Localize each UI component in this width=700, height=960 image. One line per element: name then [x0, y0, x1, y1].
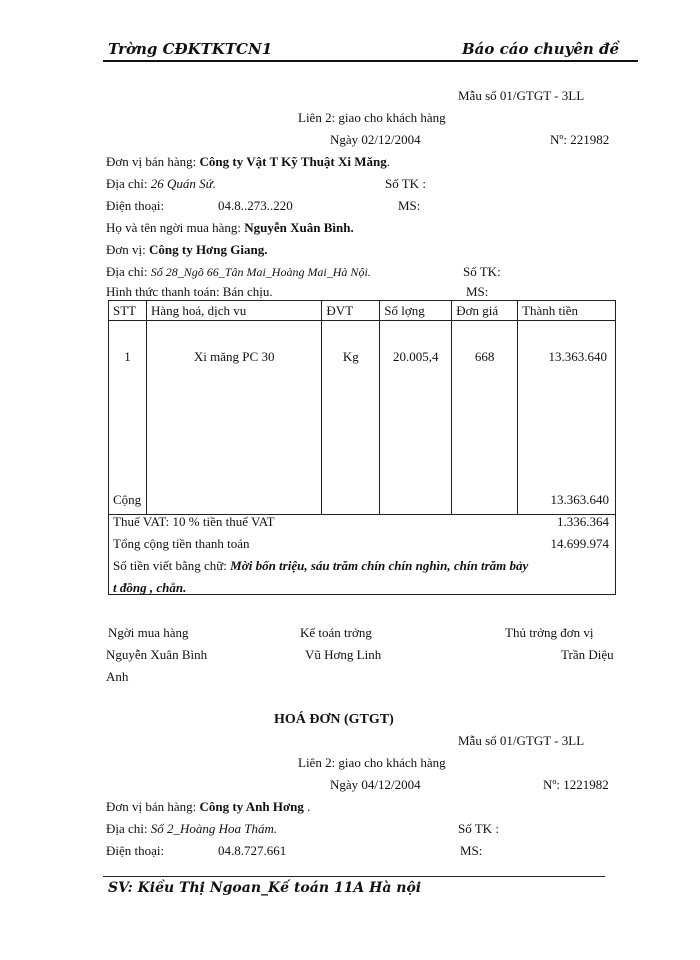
invoice2-address-label: Địa chỉ:	[106, 821, 148, 836]
copy-label: Liên 2: giao cho khách hàng	[298, 110, 446, 125]
subtotal-value: 13.363.640	[550, 492, 609, 507]
invoice2-phone-value: 04.8.727.661	[218, 843, 287, 858]
address-label: Địa chỉ:	[106, 176, 148, 191]
invoice2-number: Nº: 1221982	[543, 777, 609, 792]
invoice2-ms-label: MS:	[460, 843, 483, 858]
invoice2-form-number: Mẫu số 01/GTGT - 3LL	[458, 733, 585, 748]
unit-tax-label: Số TK:	[463, 264, 501, 279]
seller-value: Công ty Vật T Kỹ Thuật Xi Măng	[199, 154, 387, 169]
cell-unit: Kg	[322, 321, 380, 515]
col-unit: ĐVT	[322, 301, 380, 321]
unit-address-line	[106, 264, 371, 280]
subtotal-row	[113, 492, 609, 512]
seller-label: Đơn vị bán hàng:	[106, 154, 197, 169]
unit-line	[106, 242, 267, 258]
unit-label: Đơn vị:	[106, 242, 146, 257]
cell-price: 668	[452, 321, 518, 515]
table-header-row	[109, 301, 616, 321]
vat-label: Thuế VAT: 10 % tiền thuế VAT	[113, 514, 275, 529]
form-number: Mẫu số 01/GTGT - 3LL	[458, 88, 585, 103]
words-value-2: t đồng , chẵn.	[113, 580, 187, 595]
unit-address-label: Địa chỉ:	[106, 264, 148, 279]
invoice2-tax-label: Số TK :	[458, 821, 499, 836]
sig-head-name-cont: Anh	[106, 669, 129, 684]
sig-accountant-name: Vũ Hơng Linh	[305, 647, 382, 662]
cell-amount: 13.363.640	[518, 321, 616, 515]
invoice2-seller-dot: .	[303, 799, 311, 814]
payment-label: Hình thức thanh toán: Bán chịu.	[106, 284, 273, 299]
invoice2-phone-label: Điện thoại:	[106, 843, 165, 858]
invoice2-seller-value: Công ty Anh Hơng	[199, 799, 304, 814]
footer-student: SV: Kiều Thị Ngoan_Kế toán 11A Hà nội	[108, 880, 422, 896]
ms-label: MS:	[398, 198, 421, 213]
sig-head-name: Trần Diệu	[561, 647, 614, 662]
header-report-title: Báo cáo chuyên đề	[462, 40, 620, 58]
address-value: 26 Quán Sứ.	[150, 176, 216, 191]
unit-value: Công ty Hơng Giang.	[149, 242, 268, 257]
invoice2-address-line	[106, 821, 277, 837]
invoice2-title: HOÁ ĐƠN (GTGT)	[274, 712, 394, 727]
cell-stt: 1	[109, 321, 147, 515]
cell-quantity: 20.005,4	[380, 321, 452, 515]
seller-dot: .	[386, 154, 390, 169]
tax-label: Số TK :	[385, 176, 426, 191]
items-table	[108, 300, 616, 515]
phone-label: Điện thoại:	[106, 198, 165, 213]
unit-address-value: Số 28_Ngõ 66_Tân Mai_Hoàng Mai_Hà Nội.	[150, 265, 371, 279]
col-price: Đơn giá	[452, 301, 518, 321]
buyer-value: Nguyễn Xuân Bình.	[244, 220, 354, 235]
invoice-number: Nº: 221982	[550, 132, 610, 147]
col-quantity: Số lợng	[380, 301, 452, 321]
vat-row	[113, 514, 609, 534]
sig-buyer-name: Nguyễn Xuân Bình	[106, 647, 208, 662]
sig-accountant-title: Kế toán trởng	[300, 625, 372, 640]
header-school: Trờng CĐKTKTCN1	[108, 40, 273, 58]
invoice2-copy-label: Liên 2: giao cho khách hàng	[298, 755, 446, 770]
col-amount: Thành tiền	[518, 301, 616, 321]
total-row	[113, 536, 609, 556]
words-row-2	[113, 580, 609, 600]
totals-box	[108, 486, 616, 595]
col-stt: STT	[109, 301, 147, 321]
header-rule	[103, 60, 638, 62]
col-goods: Hàng hoá, dịch vu	[146, 301, 321, 321]
invoice2-date: Ngày 04/12/2004	[330, 777, 421, 792]
phone-value: 04.8..273..220	[218, 198, 293, 213]
words-value-1: Mời bốn triệu, sáu trăm chín chín nghìn, chín trăm bảy	[230, 558, 529, 573]
sig-head-title: Thủ trởng đơn vị	[505, 625, 594, 640]
sig-buyer-title: Ngời mua hàng	[108, 625, 189, 640]
seller-line	[106, 154, 390, 170]
address-line	[106, 176, 216, 192]
ms2-label: MS:	[466, 284, 489, 299]
buyer-label: Họ và tên ngời mua hàng:	[106, 220, 242, 235]
cell-goods: Xi măng PC 30	[146, 321, 321, 515]
invoice2-seller-line	[106, 799, 310, 815]
subtotal-label: Cộng	[113, 492, 142, 507]
buyer-line	[106, 220, 354, 236]
total-value: 14.699.974	[550, 536, 609, 551]
invoice2-seller-label: Đơn vị bán hàng:	[106, 799, 197, 814]
invoice-date: Ngày 02/12/2004	[330, 132, 421, 147]
words-row	[113, 558, 609, 578]
total-label: Tổng cộng tiền thanh toán	[113, 536, 250, 551]
words-label: Số tiền viết bằng chữ:	[113, 558, 227, 573]
footer-rule	[103, 876, 605, 877]
invoice2-address-value: Số 2_Hoàng Hoa Thám.	[150, 821, 278, 836]
vat-value: 1.336.364	[557, 514, 609, 529]
